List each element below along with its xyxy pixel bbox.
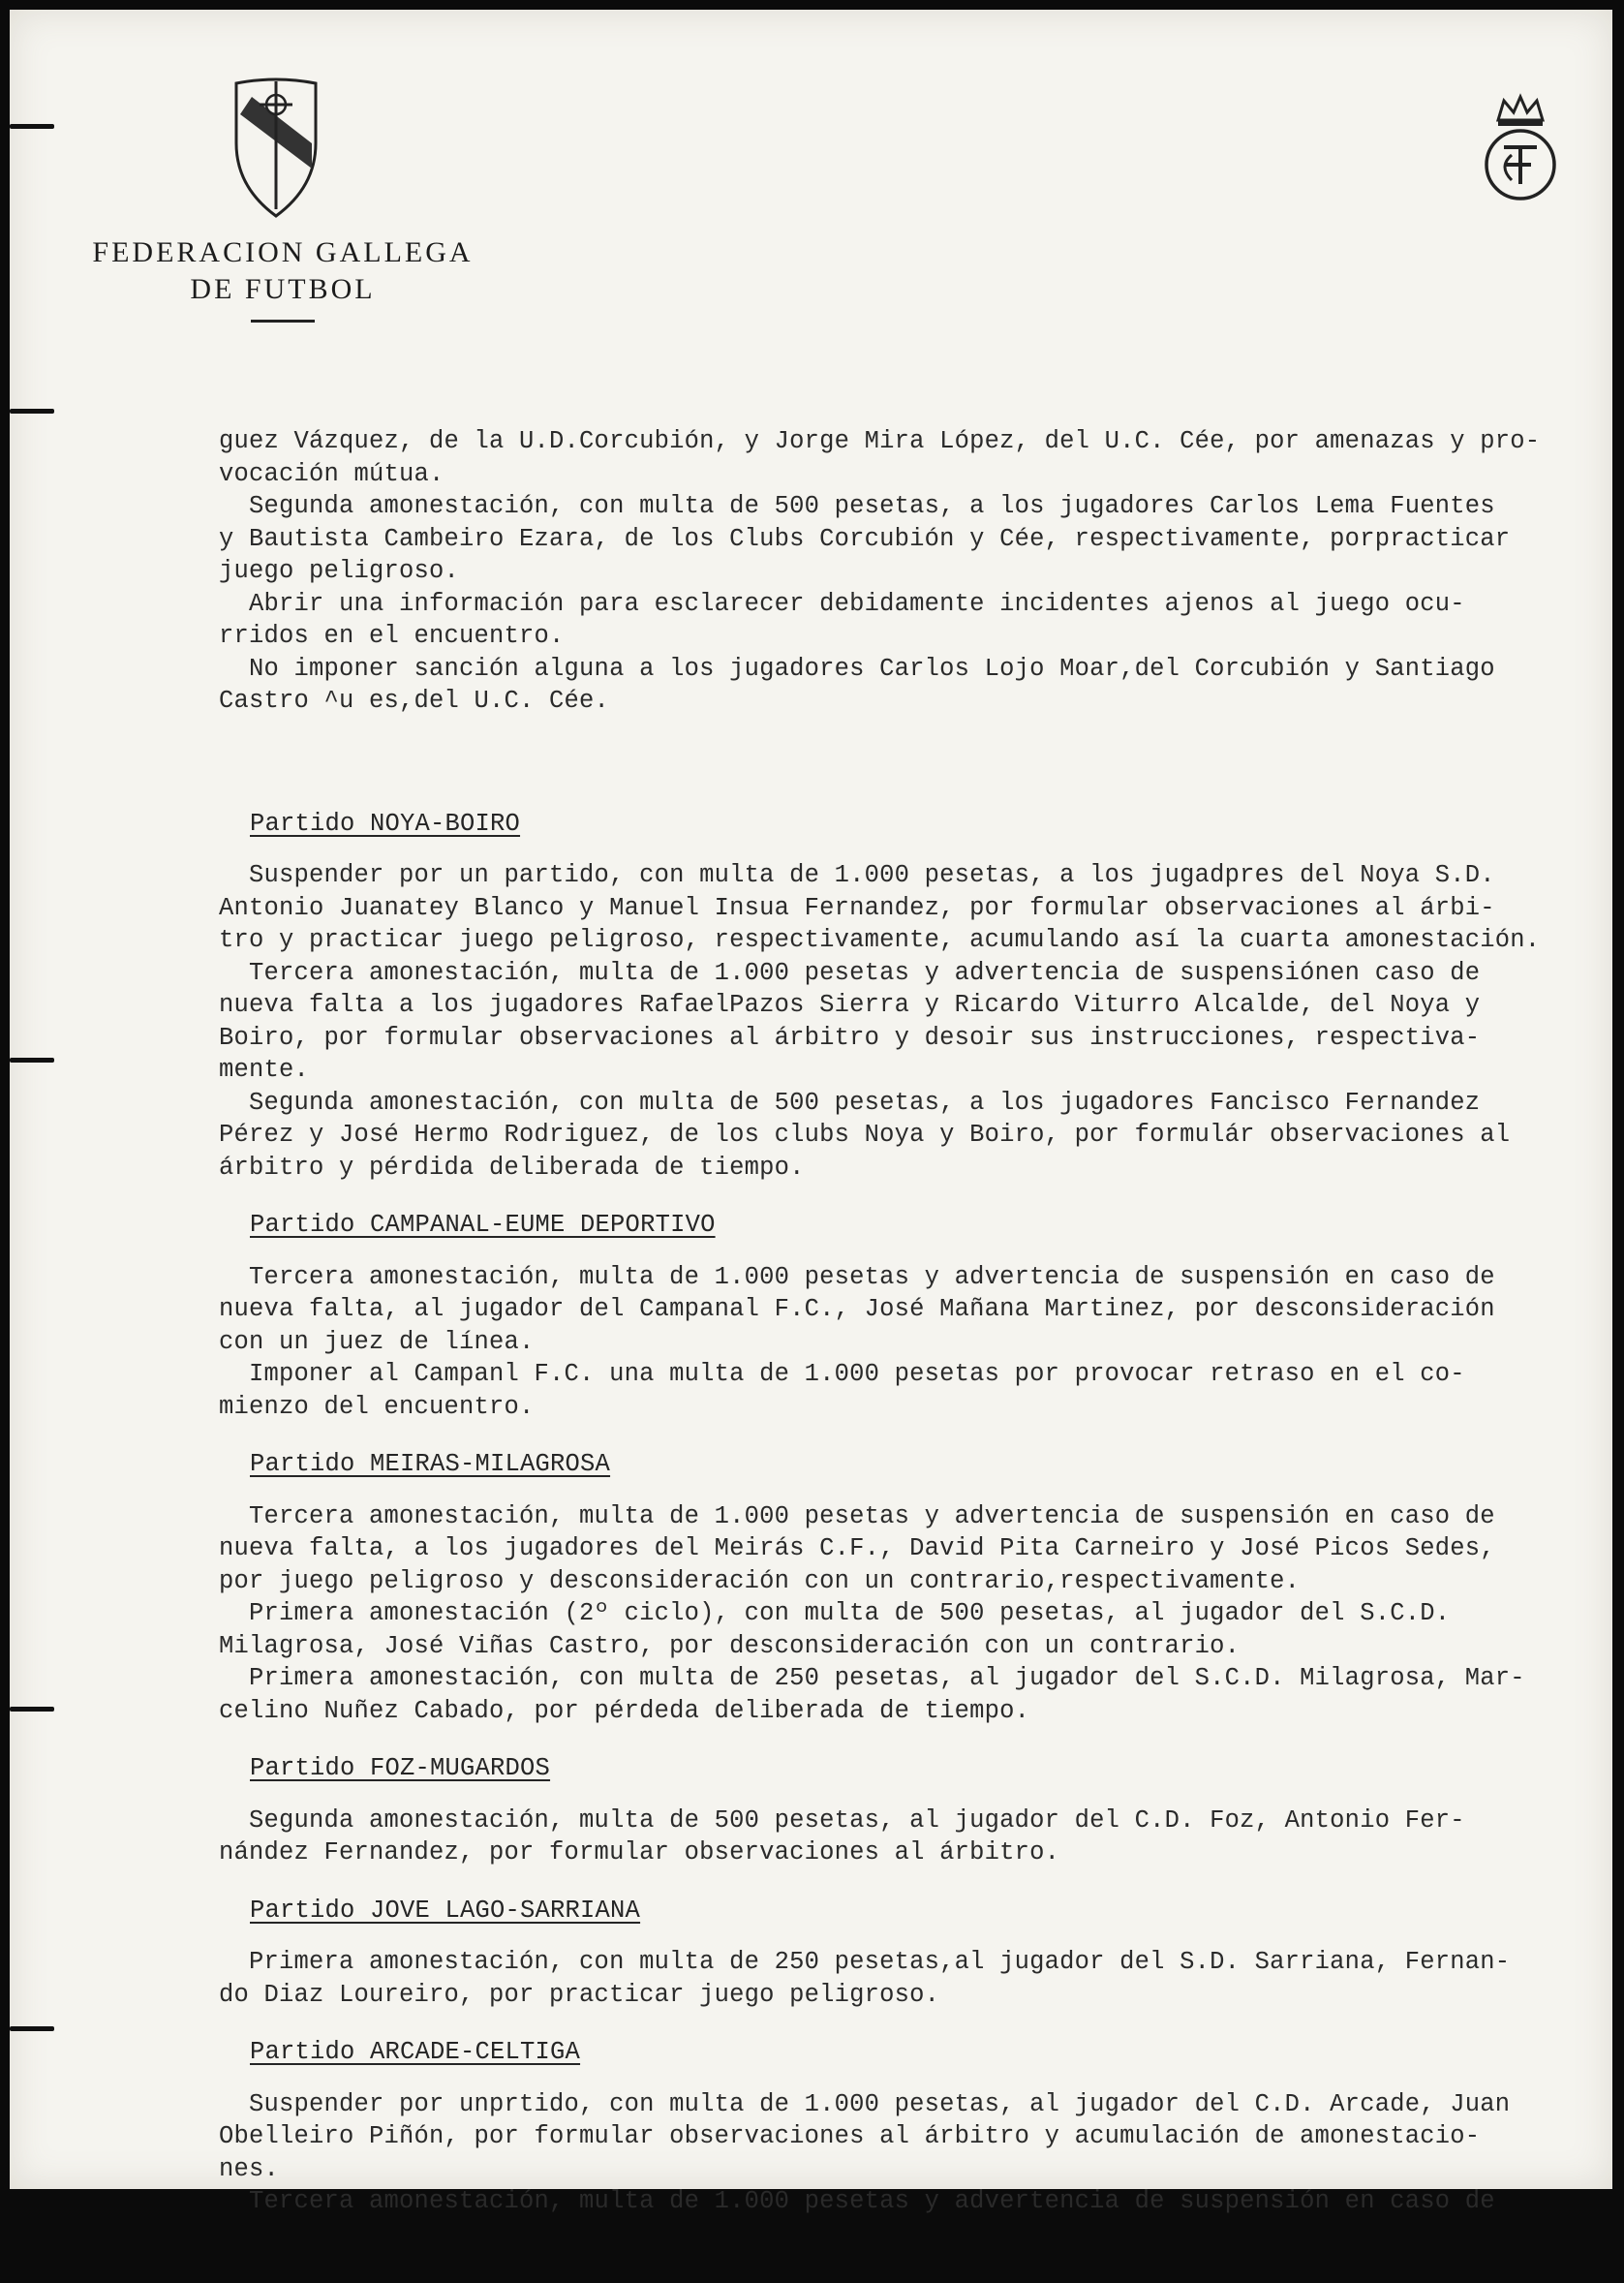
text-line: Pérez y José Hermo Rodriguez, de los clubs Noya y Boiro, por formulár observaciones al [219, 1121, 1511, 1149]
document-page [10, 10, 1612, 2215]
text-line: Primera amonestación (2º ciclo), con multa de 500 pesetas, al jugador del S.C.D. [219, 1599, 1451, 1627]
match-section [219, 1448, 1613, 1727]
intro-paragraphs [219, 425, 1613, 718]
text-line: Antonio Juanatey Blanco y Manuel Insua Fernandez, por formular observaciones al árbi- [219, 893, 1495, 922]
text-line: con un juez de línea. [219, 1327, 535, 1356]
match-section [219, 1895, 1613, 2012]
text-line: celino Nuñez Cabado, por pérdeda deliberada de tiempo. [219, 1696, 1030, 1725]
document-body [219, 360, 1613, 2283]
text-line: guez Vázquez, de la U.D.Corcubión, y Jorge Mira López, del U.C. Cée, por amenazas y pro- [219, 427, 1541, 455]
text-line: Suspender por unprtido, con multa de 1.000 pesetas, al jugador del C.D. Arcade, Juan [219, 2089, 1511, 2118]
text-line: Milagrosa, José Viñas Castro, por desconsideración con un contrario. [219, 1631, 1241, 1660]
match-section [219, 1209, 1613, 1423]
text-line: mente. [219, 1056, 310, 1084]
text-line: rridos en el encuentro. [219, 622, 565, 650]
text-line: vocación mútua. [219, 459, 444, 488]
binder-hole [10, 2026, 54, 2031]
binder-hole [10, 1707, 54, 1712]
text-line: nes. [219, 2154, 280, 2183]
text-line: árbitro y pérdida deliberada de tiempo. [219, 1153, 805, 1182]
text-line: Boiro, por formular observaciones al árbitro y desoir sus instrucciones, respectiva- [219, 1023, 1481, 1052]
binder-hole [10, 409, 54, 414]
text-line: Obelleiro Piñón, por formular observaciones al árbitro y acumulación de amonestacio- [219, 2122, 1481, 2150]
federation-shield-logo [230, 76, 322, 221]
text-line: No imponer sanción alguna a los jugadores Carlos Lojo Moar,del Corcubión y Santiago [219, 654, 1495, 683]
text-line: Segunda amonestación, con multa de 500 pesetas, a los jugadores Fancisco Fernandez [219, 1088, 1481, 1117]
text-line: Primera amonestación, con multa de 250 pesetas,al jugador del S.D. Sarriana, Fernan- [219, 1948, 1511, 1976]
text-line: Suspender por un partido, con multa de 1.000 pesetas, a los jugadpres del Noya S.D. [219, 861, 1495, 889]
text-line: Imponer al Campanl F.C. una multa de 1.000 pesetas por provocar retraso en el co- [219, 1360, 1465, 1388]
text-line: Castro ^u es,del U.C. Cée. [219, 687, 610, 715]
text-line: tro y practicar juego peligroso, respectivamente, acumulando así la cuarta amonestación. [219, 926, 1541, 954]
match-sections [219, 808, 1613, 2218]
match-heading: Partido ARCADE-CELTIGA [250, 2038, 581, 2066]
text-line: Tercera amonestación, multa de 1.000 pesetas y advertencia de suspensión en caso de [219, 1501, 1495, 1530]
text-line: mienzo del encuentro. [219, 1392, 535, 1421]
text-line: nández Fernandez, por formular observaciones al árbitro. [219, 1838, 1060, 1867]
match-section [219, 808, 1613, 1185]
binder-hole [10, 1058, 54, 1063]
match-section [219, 2036, 1613, 2218]
match-heading: Partido JOVE LAGO-SARRIANA [250, 1896, 641, 1925]
text-line: do Diaz Loureiro, por practicar juego peligroso. [219, 1980, 940, 2009]
match-section [219, 1752, 1613, 1869]
text-line: por juego peligroso y desconsideración con un contrario,respectivamente. [219, 1566, 1301, 1595]
letterhead-line-2: DE FUTBOL [190, 273, 376, 305]
match-heading: Partido NOYA-BOIRO [250, 809, 521, 838]
text-line: Primera amonestación, con multa de 250 pesetas, al jugador del S.C.D. Milagrosa, Mar- [219, 1664, 1525, 1692]
match-heading: Partido MEIRAS-MILAGROSA [250, 1450, 611, 1478]
text-line: Abrir una información para esclarecer debidamente incidentes ajenos al juego ocu- [219, 589, 1465, 618]
letterhead-line-1: FEDERACION GALLEGA [92, 236, 474, 268]
royal-crest-logo [1477, 87, 1564, 203]
text-line: Tercera amonestación, multa de 1.000 pesetas y advertencia de suspensión en caso de [219, 2187, 1495, 2215]
text-line: y Bautista Cambeiro Ezara, de los Clubs Corcubión y Cée, respectivamente, porpracticar [219, 524, 1511, 553]
text-line: nueva falta a los jugadores RafaelPazos Sierra y Ricardo Viturro Alcalde, del Noya y [219, 991, 1481, 1019]
letterhead [79, 234, 486, 323]
letterhead-divider [251, 320, 315, 323]
text-line: Segunda amonestación, con multa de 500 pesetas, a los jugadores Carlos Lema Fuentes [219, 492, 1495, 520]
text-line: nueva falta, al jugador del Campanal F.C., José Mañana Martinez, por desconsideración [219, 1295, 1495, 1323]
text-line: nueva falta, a los jugadores del Meirás C.F., David Pita Carneiro y José Picos Sedes, [219, 1534, 1495, 1562]
match-heading: Partido FOZ-MUGARDOS [250, 1754, 551, 1782]
binder-hole [10, 124, 54, 129]
text-line: Tercera amonestación, multa de 1.000 pesetas y advertencia de suspensión en caso de [219, 1262, 1495, 1291]
text-line: Segunda amonestación, multa de 500 pesetas, al jugador del C.D. Foz, Antonio Fer- [219, 1805, 1465, 1835]
match-heading: Partido CAMPANAL-EUME DEPORTIVO [250, 1211, 716, 1239]
text-line: Tercera amonestación, multa de 1.000 pesetas y advertencia de suspensiónen caso de [219, 958, 1481, 987]
text-line: juego peligroso. [219, 557, 460, 585]
